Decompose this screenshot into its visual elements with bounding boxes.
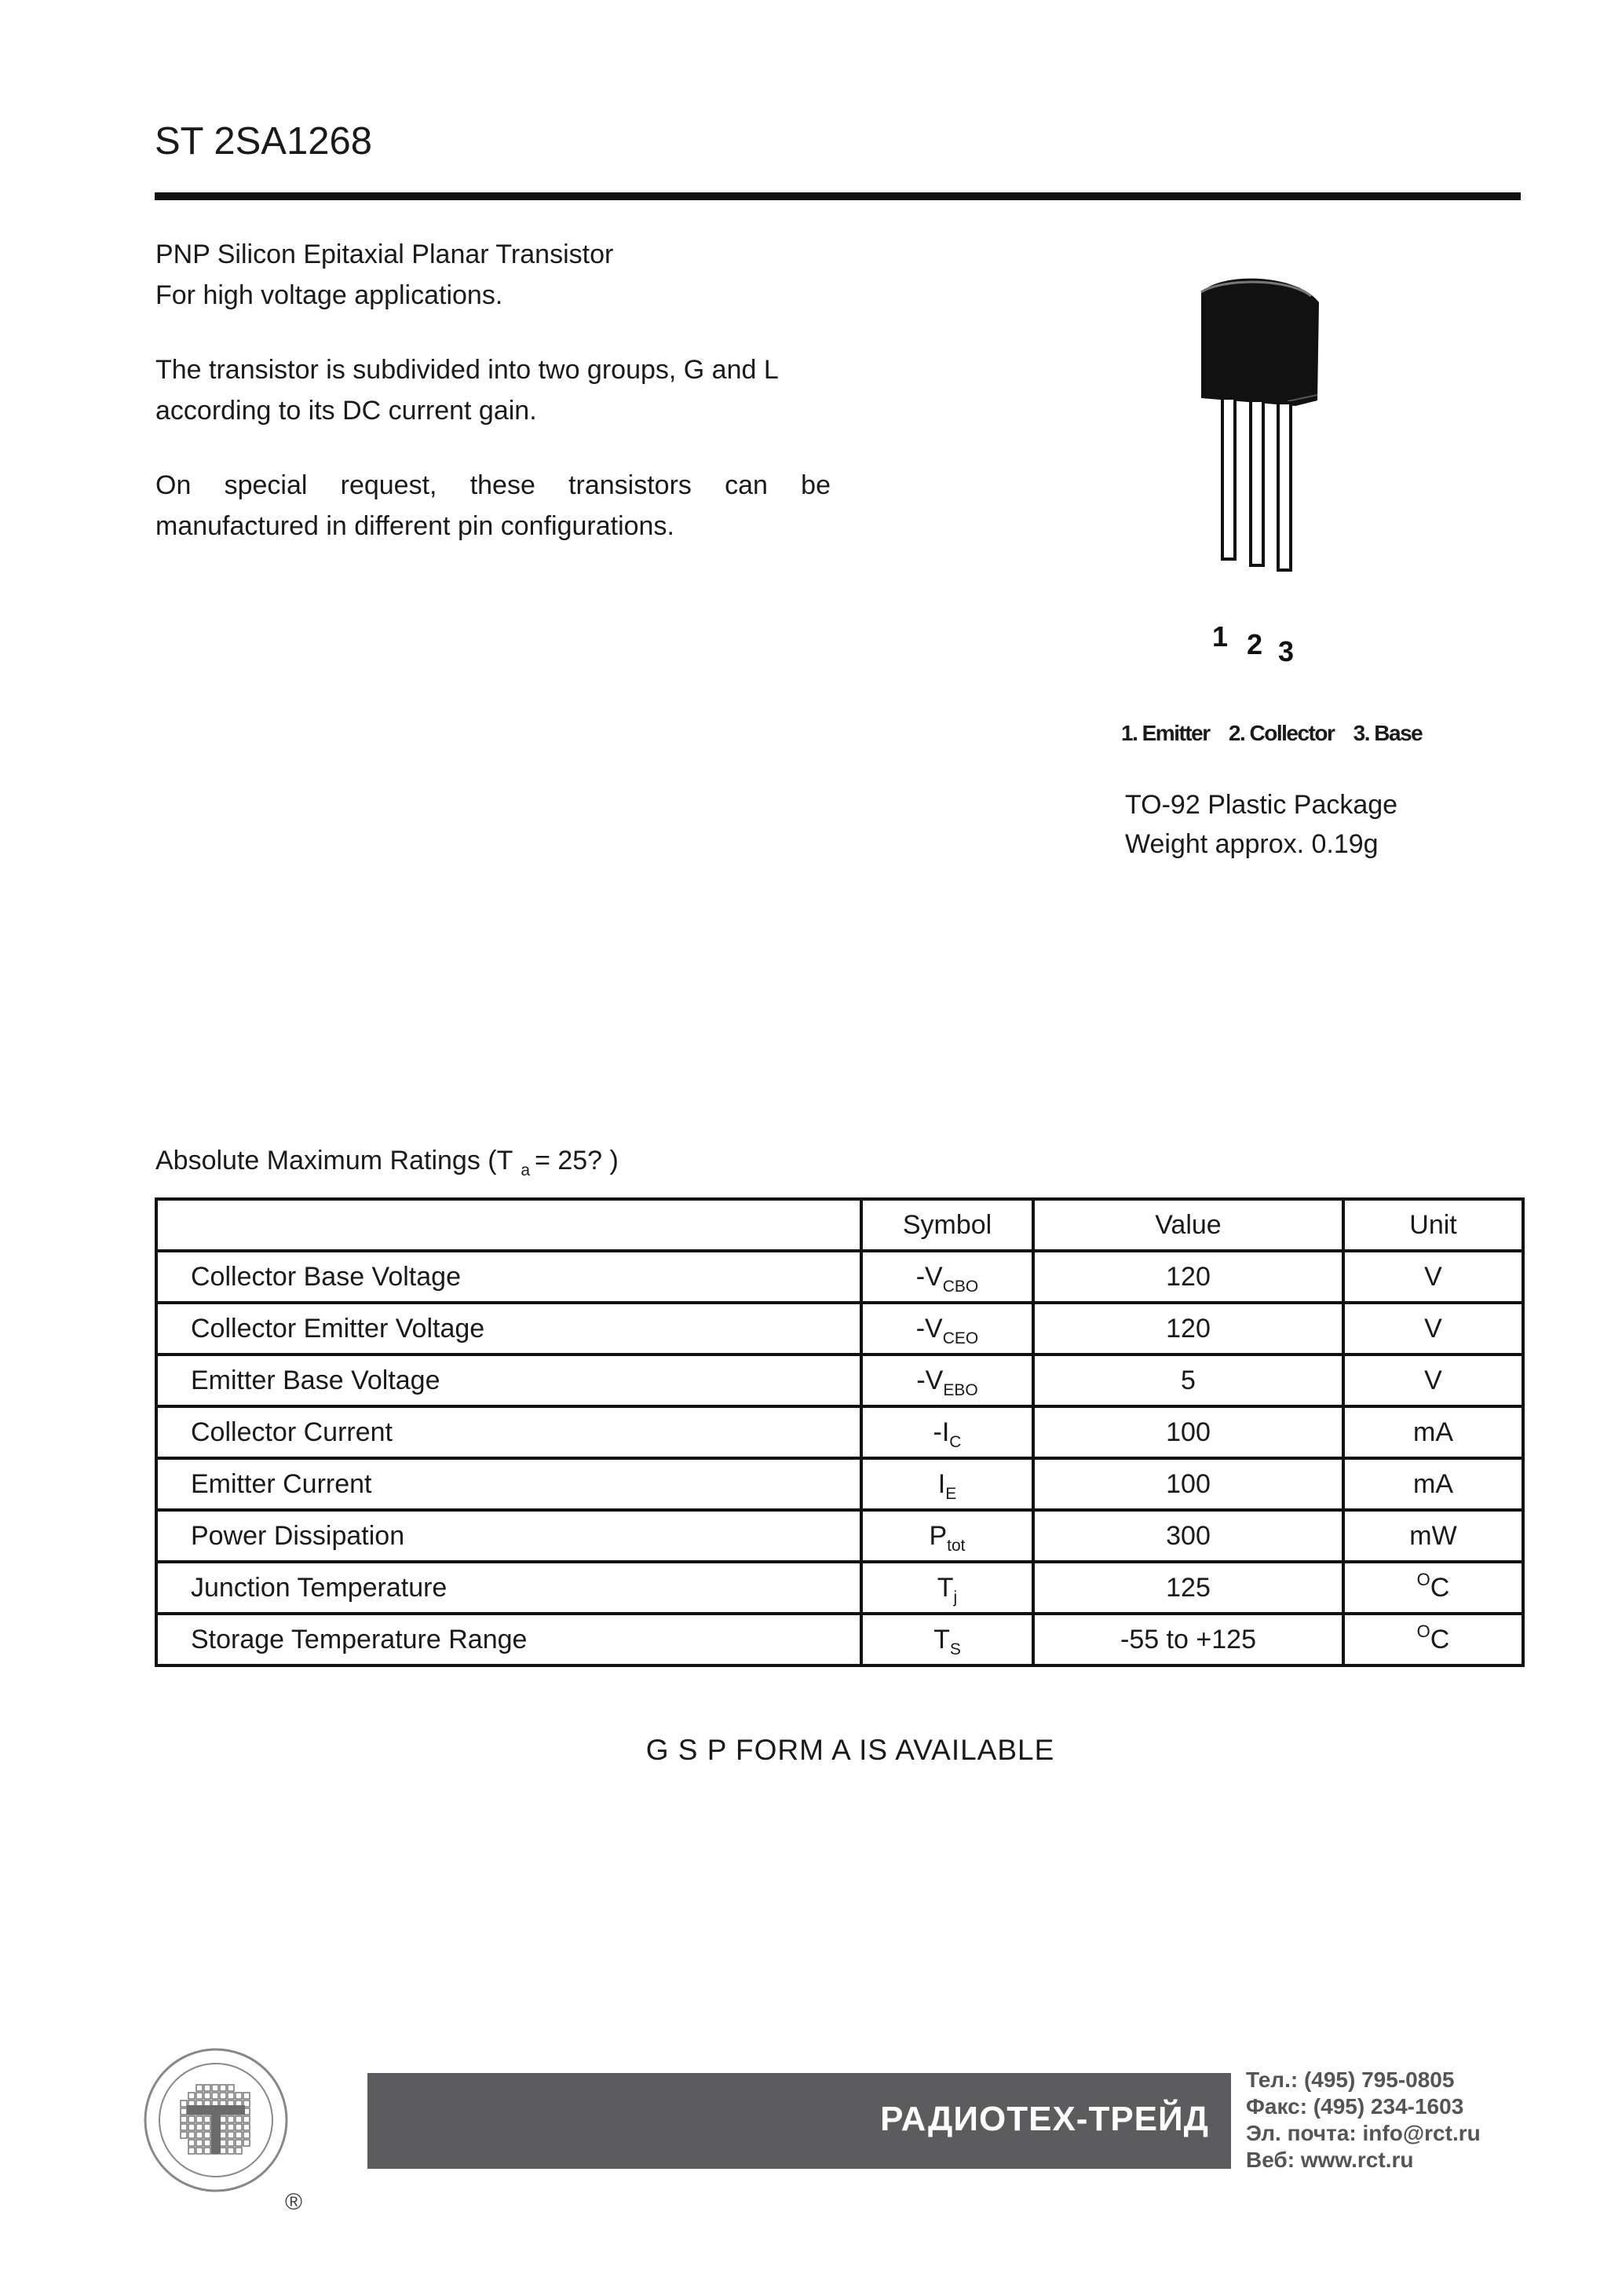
symbol-cell: $-V_{EBO}$ (861, 1355, 1033, 1406)
parameter-cell: Storage Temperature Range (156, 1614, 861, 1665)
package-weight: Weight approx. 0.19g (1125, 829, 1379, 859)
value-cell: 5 (1033, 1355, 1343, 1406)
table-row (156, 1251, 1523, 1303)
parameter-cell: Collector Base Voltage (156, 1251, 861, 1303)
pin-3-lead (1278, 403, 1291, 570)
parameter-cell: Collector Current (156, 1406, 861, 1458)
value-cell: 100 (1033, 1458, 1343, 1510)
contact-email: Эл. почта: info@rct.ru (1246, 2121, 1481, 2145)
value-cell: 300 (1033, 1510, 1343, 1562)
description-line-2: For high voltage applications. (155, 280, 503, 310)
table-row (156, 1562, 1523, 1614)
groups-line-2: according to its DC current gain. (155, 396, 537, 426)
title-rule (155, 192, 1521, 200)
header-parameter (156, 1199, 861, 1251)
table-row (156, 1510, 1523, 1562)
symbol-cell: $-V_{CEO}$ (861, 1303, 1033, 1355)
table-header-row (156, 1199, 1523, 1251)
availability-notice: G S P FORM A IS AVAILABLE (645, 1734, 1055, 1766)
company-logo (141, 2046, 290, 2195)
groups-line-1: The transistor is subdivided into two groups, G and L (155, 355, 779, 385)
parameter-cell: Junction Temperature (156, 1562, 861, 1614)
table-row (156, 1355, 1523, 1406)
pin-number-1: 1 (1212, 620, 1229, 653)
header-value: Value (1033, 1199, 1343, 1251)
parameter-cell: Emitter Current (156, 1458, 861, 1510)
pin-legend (1121, 721, 1436, 746)
unit-cell: V (1343, 1355, 1523, 1406)
unit-cell: mA (1343, 1458, 1523, 1510)
page-title: ST 2SA1268 (155, 120, 372, 163)
footer-banner (367, 2073, 1231, 2169)
ratings-title: Absolute Maximum Ratings (T $_a$ = 25? ) (155, 1146, 619, 1179)
parameter-cell: Emitter Base Voltage (156, 1355, 861, 1406)
company-name: РАДИОТЕХ-ТРЕЙД (880, 2100, 1209, 2138)
parameter-cell: Power Dissipation (156, 1510, 861, 1562)
pin-1-lead (1222, 398, 1235, 559)
special-request-text: On special request, these transistors can be manufactured in different pin configurations. (155, 470, 831, 541)
symbol-cell: $-V_{CBO}$ (861, 1251, 1033, 1303)
table-row (156, 1406, 1523, 1458)
pin-number-2: 2 (1247, 628, 1263, 660)
pin-label-collector: 2. Collector (1228, 721, 1335, 745)
symbol-cell: $T_S$ (861, 1614, 1033, 1665)
unit-cell: V (1343, 1303, 1523, 1355)
package-info (1125, 785, 1397, 864)
value-cell: -55 to +125 (1033, 1614, 1343, 1665)
unit-cell: V (1343, 1251, 1523, 1303)
table-row (156, 1458, 1523, 1510)
symbol-cell: $P_{tot}$ (861, 1510, 1033, 1562)
value-cell: 120 (1033, 1303, 1343, 1355)
unit-cell: mW (1343, 1510, 1523, 1562)
unit-cell: $^O$C (1343, 1614, 1523, 1665)
table-row (156, 1303, 1523, 1355)
unit-cell: mA (1343, 1406, 1523, 1458)
package-body (1201, 279, 1319, 406)
symbol-cell: $-I_C$ (861, 1406, 1033, 1458)
contact-block (1246, 2067, 1481, 2174)
value-cell: 125 (1033, 1562, 1343, 1614)
pin-label-emitter: 1. Emitter (1121, 721, 1210, 745)
to92-package-drawing (1178, 263, 1366, 687)
value-cell: 100 (1033, 1406, 1343, 1458)
value-cell: 120 (1033, 1251, 1343, 1303)
table-row (156, 1614, 1523, 1665)
description-line-1: PNP Silicon Epitaxial Planar Transistor (155, 239, 614, 269)
registered-mark: ® (285, 2189, 303, 2215)
contact-phone: Тел.: (495) 795-0805 (1246, 2067, 1455, 2092)
pin-2-lead (1251, 400, 1263, 565)
description-intro (155, 234, 831, 316)
pin-number-3: 3 (1278, 635, 1295, 667)
header-symbol: Symbol (861, 1199, 1033, 1251)
symbol-cell: $T_j$ (861, 1562, 1033, 1614)
header-unit: Unit (1343, 1199, 1523, 1251)
ratings-table (155, 1197, 1525, 1667)
contact-fax: Факс: (495) 234-1603 (1246, 2094, 1464, 2119)
unit-cell: $^O$C (1343, 1562, 1523, 1614)
contact-web: Веб: www.rct.ru (1246, 2148, 1414, 2172)
symbol-cell: $I_E$ (861, 1458, 1033, 1510)
parameter-cell: Collector Emitter Voltage (156, 1303, 861, 1355)
package-type: TO-92 Plastic Package (1125, 790, 1398, 820)
description-groups (155, 349, 831, 431)
pin-label-base: 3. Base (1353, 721, 1423, 745)
